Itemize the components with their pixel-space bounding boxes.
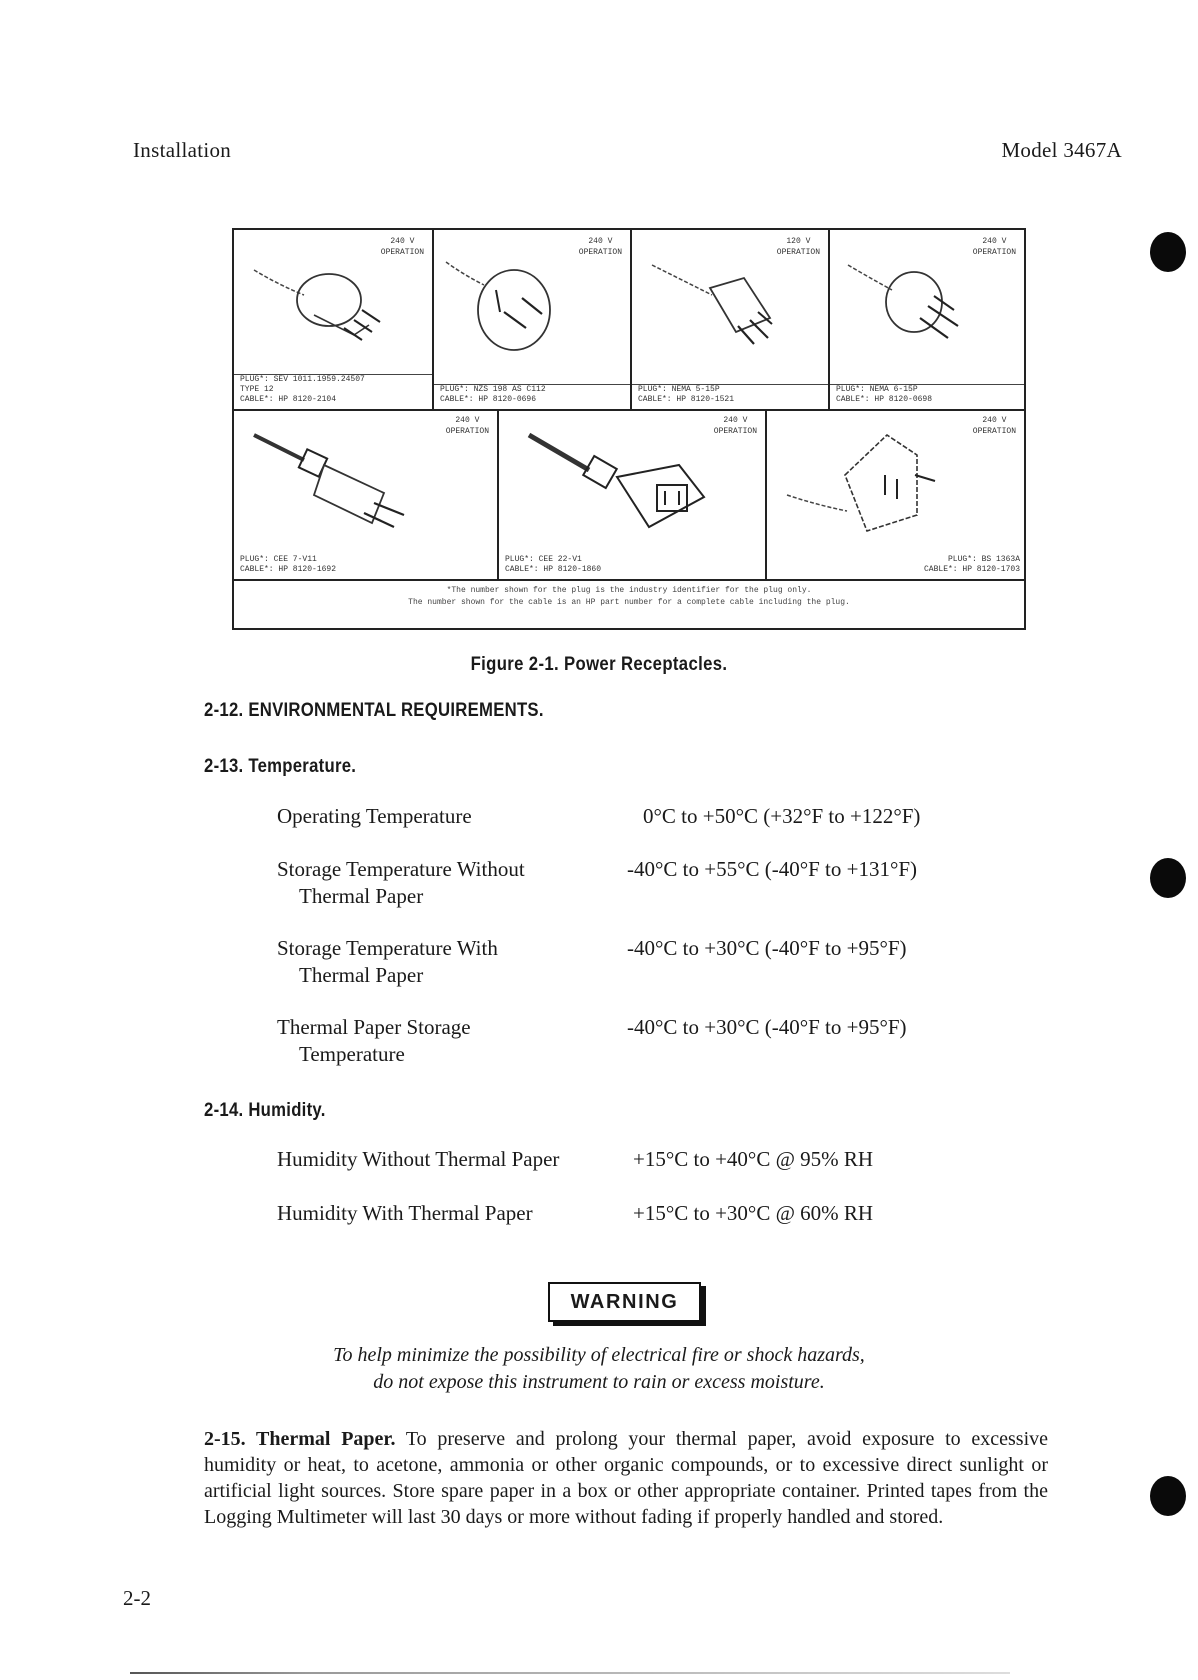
plug-panel-cee22 <box>499 409 767 579</box>
plug-panel-cee7 <box>234 409 499 579</box>
plug-sev-icon <box>234 240 434 360</box>
plug-caption: PLUG*: NEMA 6-15P CABLE*: HP 8120-0698 <box>836 385 933 404</box>
plug-panel-sev <box>234 230 434 409</box>
plug-nema-615-icon <box>830 240 1024 360</box>
spec-label: Storage Temperature Without Thermal Paper <box>277 857 525 908</box>
plug-caption: PLUG*: CEE 22-V1 CABLE*: HP 8120-1860 <box>505 555 602 574</box>
spec-value: 0°C to +50°C (+32°F to +122°F) <box>643 804 921 828</box>
header-model: Model 3467A <box>1001 138 1122 162</box>
plug-caption: PLUG*: SEV 1011.1959.24507 TYPE 12 CABLE*: HP 8120-2104 <box>240 375 365 404</box>
scan-artifact-line <box>130 1672 1010 1674</box>
thermal-paper-paragraph: 2-15. Thermal Paper. To preserve and prolong your thermal paper, avoid exposure to excessive humidity or heat, to acetone, ammonia or other organic compounds, or to excessive direct sunlight or artificial light sources. Store spare paper in a box or other appropriate container. Printed tapes from the Logging Multimeter will last 30 days or more without fading if properly handled and stored. <box>204 1428 1048 1528</box>
plug-caption: PLUG*: NEMA 5-15P CABLE*: HP 8120-1521 <box>638 385 735 404</box>
spec-value: -40°C to +55°C (-40°F to +131°F) <box>627 857 918 881</box>
plug-nema-515-icon <box>632 240 830 360</box>
plug-nzs-icon <box>434 240 632 360</box>
section-heading-humidity: 2-14. Humidity. <box>204 1100 326 1121</box>
plug-caption: PLUG*: NZS 198 AS C112 CABLE*: HP 8120-0696 <box>440 385 546 404</box>
power-receptacles-figure <box>232 228 1026 630</box>
header-section-title: Installation <box>133 138 232 162</box>
plug-caption: PLUG*: BS 1363A CABLE*: HP 8120-1703 <box>923 555 1020 574</box>
plug-panel-bs1363 <box>767 409 1024 579</box>
warning-label: WARNING <box>548 1282 701 1322</box>
spec-label: Humidity Without Thermal Paper <box>277 1147 560 1171</box>
plug-voltage: 240 V OPERATION <box>380 237 424 257</box>
spec-value: -40°C to +30°C (-40°F to +95°F) <box>627 1015 907 1039</box>
plug-panel-nema-515 <box>632 230 830 409</box>
spec-value: +15°C to +30°C @ 60% RH <box>633 1201 874 1225</box>
plug-panel-nema-615 <box>830 230 1024 409</box>
plug-cee22-icon <box>499 415 767 540</box>
spec-label: Humidity With Thermal Paper <box>277 1201 533 1225</box>
plug-voltage: 240 V OPERATION <box>578 237 622 257</box>
plug-bs1363-icon <box>767 415 1024 540</box>
plug-voltage: 120 V OPERATION <box>776 237 820 257</box>
section-heading-environmental: 2-12. ENVIRONMENTAL REQUIREMENTS. <box>204 700 544 721</box>
plug-cee7-icon <box>234 415 499 540</box>
figure-row-bottom <box>234 409 1024 581</box>
figure-footnote: *The number shown for the plug is the industry identifier for the plug only. The number shown for the cable is an HP part number for a complete cable including the plug. <box>408 586 850 607</box>
plug-voltage: 240 V OPERATION <box>713 416 757 436</box>
spec-label: Thermal Paper Storage Temperature <box>277 1015 471 1066</box>
spec-label: Operating Temperature <box>277 804 472 828</box>
section-heading-temperature: 2-13. Temperature. <box>204 756 357 777</box>
spec-value: -40°C to +30°C (-40°F to +95°F) <box>627 936 907 960</box>
figure-caption: Figure 2-1. Power Receptacles. <box>470 654 728 675</box>
spec-label: Storage Temperature With Thermal Paper <box>277 936 498 987</box>
binder-hole-icon <box>1150 858 1186 898</box>
plug-voltage: 240 V OPERATION <box>972 416 1016 436</box>
page-number: 2-2 <box>123 1586 151 1610</box>
plug-voltage: 240 V OPERATION <box>972 237 1016 257</box>
plug-panel-nzs <box>434 230 632 409</box>
binder-hole-icon <box>1150 232 1186 272</box>
warning-text: To help minimize the possibility of electrical fire or shock hazards, do not expose this instrument to rain or excess moisture. <box>333 1344 865 1393</box>
figure-row-top <box>234 230 1024 411</box>
binder-hole-icon <box>1150 1476 1186 1516</box>
plug-caption: PLUG*: CEE 7-V11 CABLE*: HP 8120-1692 <box>240 555 337 574</box>
plug-voltage: 240 V OPERATION <box>445 416 489 436</box>
spec-value: +15°C to +40°C @ 95% RH <box>633 1147 874 1171</box>
